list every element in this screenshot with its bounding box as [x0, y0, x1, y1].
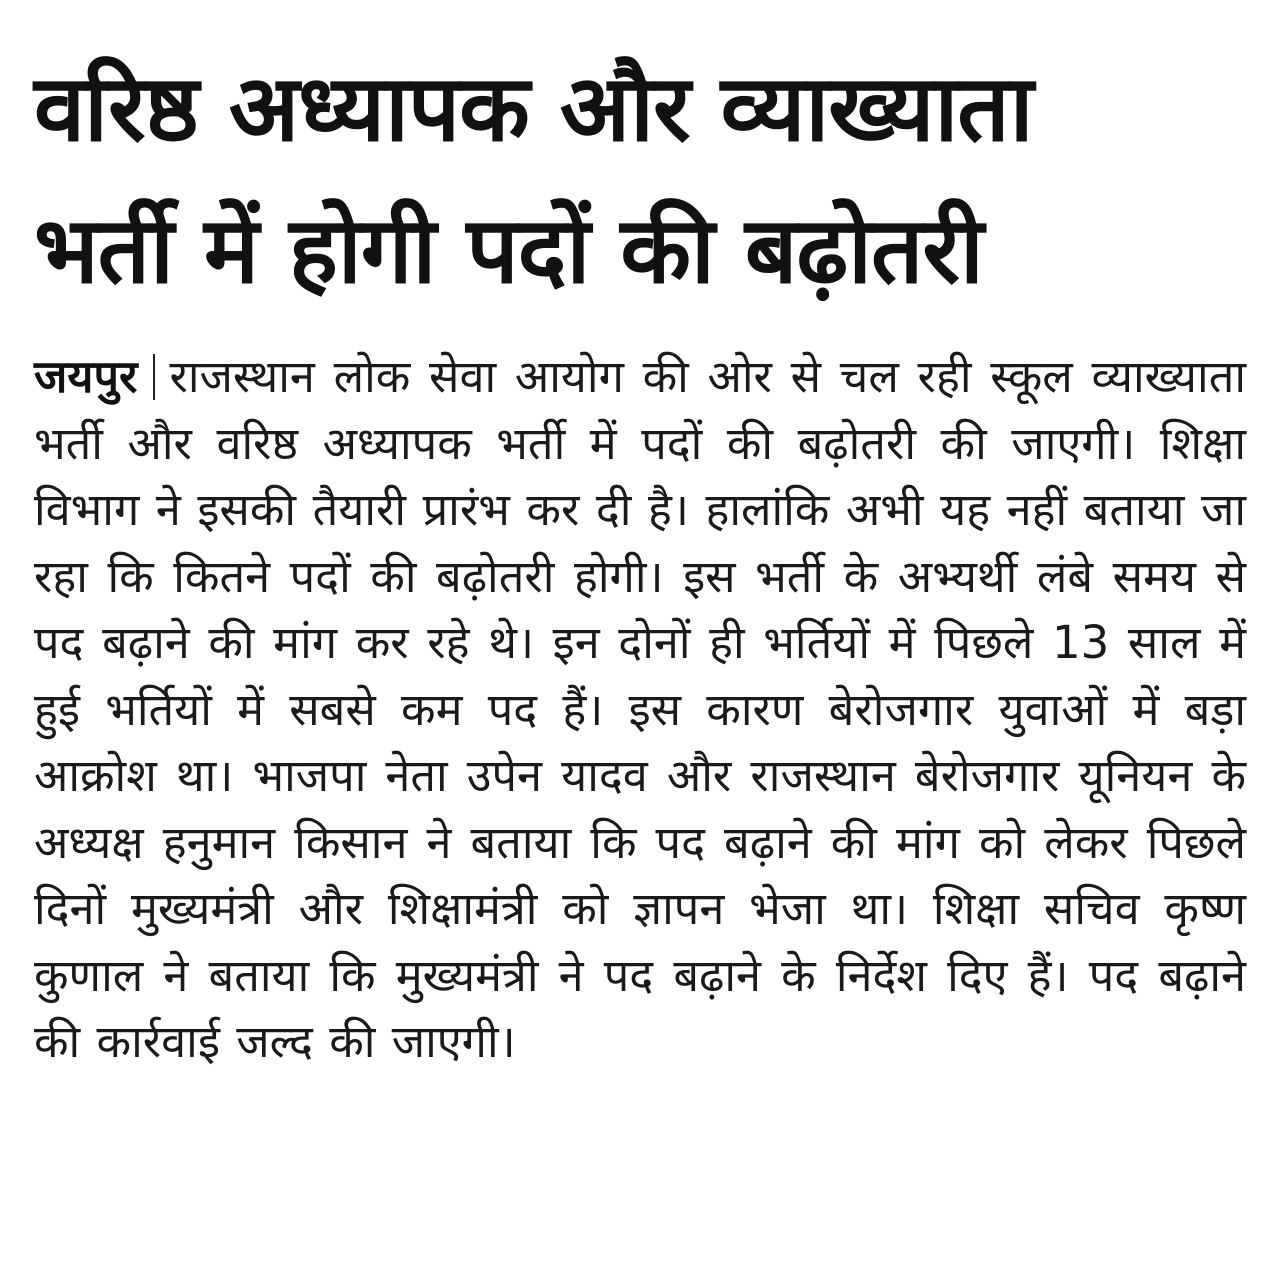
dateline-separator: [153, 354, 155, 400]
news-article: [34, 38, 1246, 1121]
article-body-text: राजस्थान लोक सेवा आयोग की ओर से चल रही स्कूल व्याख्याता भर्ती और वरिष्ठ अध्यापक भर्ती में पदों की बढ़ोतरी की जाएगी। शिक्षा विभाग ने इसकी तैयारी प्रारंभ कर दी है। हालांकि अभी यह नहीं बताया जा रहा कि कितने पदों की बढ़ोतरी होगी। इस भर्ती के अभ्यर्थी लंबे समय से पद बढ़ाने की मांग कर रहे थे। इन दोनों ही भर्तियों में पिछले 13 साल में हुई भर्तियों में सबसे कम पद हैं। इस कारण बेरोजगार युवाओं में बड़ा आक्रोश था। भाजपा नेता उपेन यादव और राजस्थान बेरोजगार यूनियन के अध्यक्ष हनुमान किसान ने बताया कि पद बढ़ाने की मांग को लेकर पिछले दिनों मुख्यमंत्री और शिक्षामंत्री को ज्ञापन भेजा था। शिक्षा सचिव कृष्ण कुणाल ने बताया कि मुख्यमंत्री ने पद बढ़ाने के निर्देश दिए हैं। पद बढ़ाने की कार्रवाई जल्द की जाएगी।: [34, 350, 1246, 1068]
headline: [34, 38, 1246, 322]
dateline: जयपुर: [34, 350, 138, 403]
headline-line-2: भर्ती में होगी पदों की बढ़ोतरी: [34, 197, 983, 304]
article-body: [34, 344, 1246, 1076]
headline-line-1: वरिष्ठ अध्यापक और व्याख्याता: [34, 55, 1033, 162]
